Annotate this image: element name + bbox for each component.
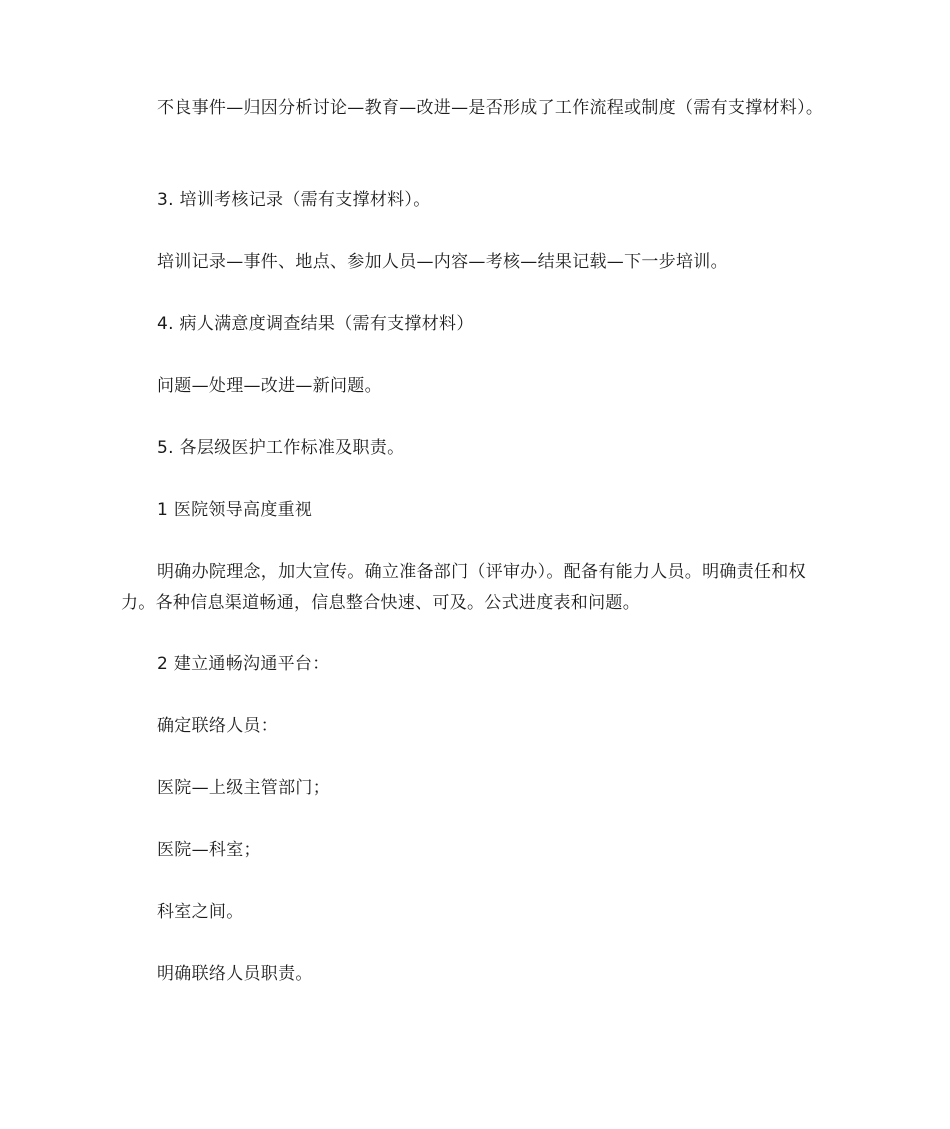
paragraph-communication-heading: 2 建立通畅沟通平台： <box>157 654 330 674</box>
paragraph-problem-cycle: 问题—处理—改进—新问题。 <box>157 376 382 396</box>
paragraph-adverse-events: 不良事件—归因分析讨论—教育—改进—是否形成了工作流程或制度（需有支撑材料）。 <box>157 98 824 118</box>
paragraph-hospital-department: 医院—科室； <box>157 840 261 860</box>
paragraph-liaison-heading: 确定联络人员： <box>157 716 279 736</box>
paragraph-training-records-heading: 3. 培训考核记录（需有支撑材料）。 <box>157 190 431 210</box>
paragraph-satisfaction-heading: 4. 病人满意度调查结果（需有支撑材料） <box>157 314 474 334</box>
paragraph-liaison-duties: 明确联络人员职责。 <box>157 964 313 984</box>
paragraph-leadership-details: 明确办院理念，加大宣传。确立准备部门（评审办）。配备有能力人员。明确责任和权力。各种信息渠道畅通，信息整合快速、可及。公式进度表和问题。 <box>121 562 806 613</box>
paragraph-training-records: 培训记录—事件、地点、参加人员—内容—考核—结果记载—下一步培训。 <box>157 252 728 272</box>
paragraph-leadership-heading: 1 医院领导高度重视 <box>157 500 313 520</box>
paragraph-between-departments: 科室之间。 <box>157 902 244 922</box>
paragraph-standards-heading: 5. 各层级医护工作标准及职责。 <box>157 438 405 458</box>
paragraph-hospital-authority: 医院—上级主管部门； <box>157 778 330 798</box>
